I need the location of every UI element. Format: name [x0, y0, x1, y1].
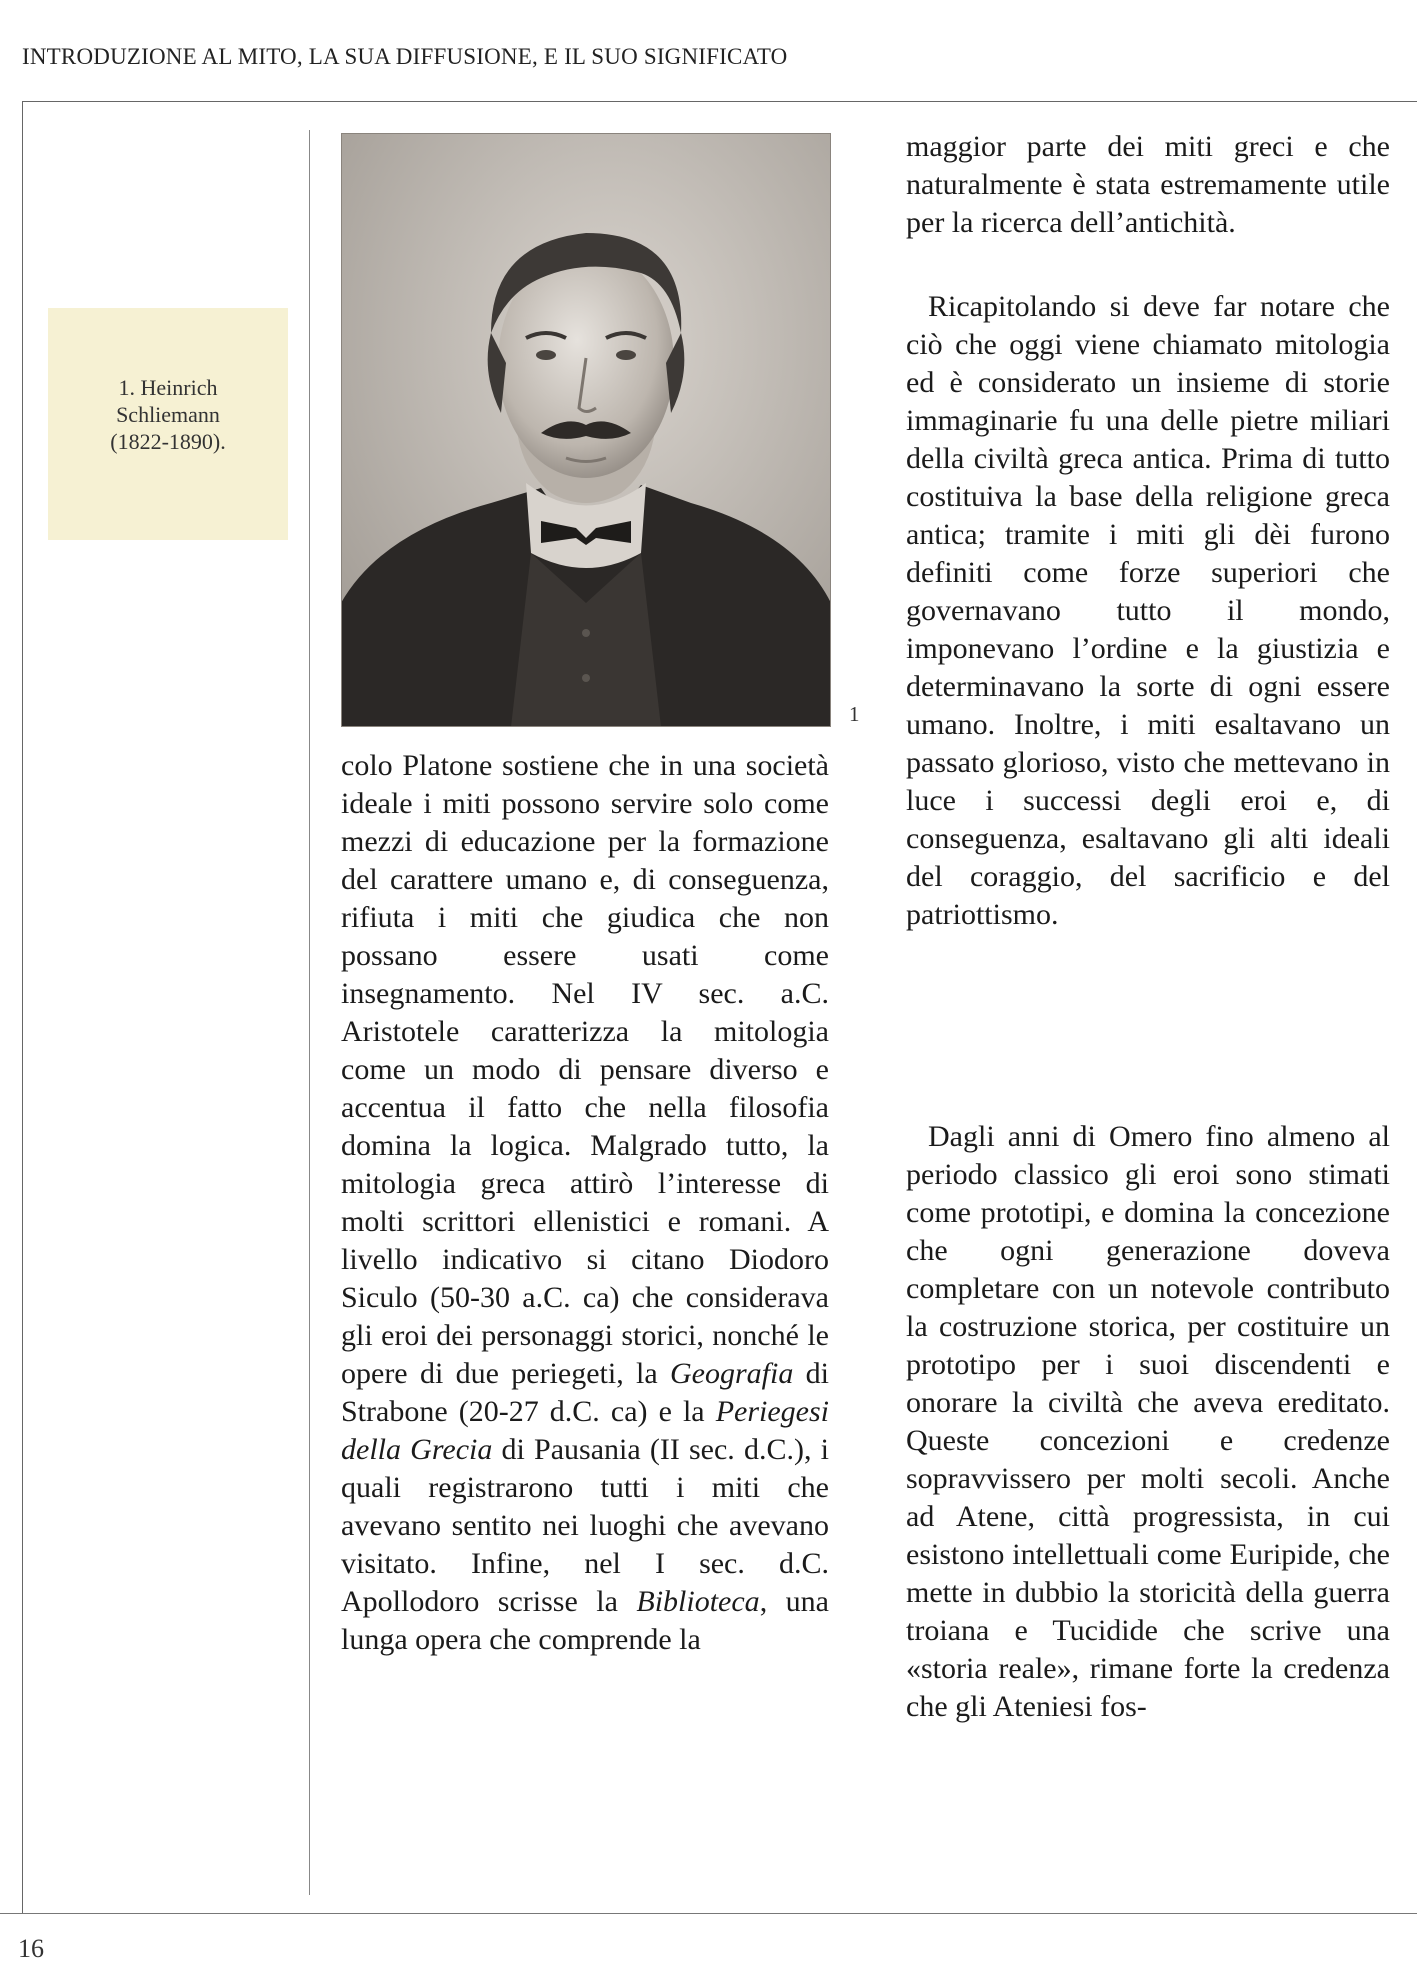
title-periegesi: Periegesi della Grecia — [341, 1395, 829, 1466]
column-rule — [309, 130, 310, 1895]
right-column-paragraph-1: maggior parte dei miti greci e che naturalmente è stata estremamente utile per la ricerca dell’antichità. — [906, 130, 1390, 239]
text-segment: , una lunga opera che comprende la — [341, 1585, 829, 1656]
frame-top-rule — [22, 101, 1417, 102]
text-segment: colo Platone sostiene che in una società ideale i miti possono servire solo come mezzi di educazione per la formazione del carattere umano e, di conseguenza, rifiuta i miti che giudica che non possano essere usati come insegnamento. Nel IV sec. a.C. Aristotele caratterizza la mitologia come un modo di pensare diverso e accentua il fatto che nella filosofia domina la logica. Malgrado tutto, la mitologia greca attirò l’interesse di molti scrittori ellenistici e romani. A livello indicativo si citano Diodoro Siculo (50-30 a.C. ca) che considerava gli eroi dei personaggi storici, nonché le opere di due periegeti, la — [341, 749, 829, 1390]
title-geografia: Geografia — [670, 1357, 794, 1390]
figure-number: 1 — [849, 702, 860, 726]
caption-line-3: (1822-1890). — [110, 429, 226, 454]
page-number: 16 — [18, 1934, 44, 1963]
caption-line-1: 1. Heinrich — [118, 375, 218, 400]
figure-caption-box — [48, 308, 288, 540]
text-segment: di Strabone (20-27 d.C. ca) e la — [341, 1357, 829, 1428]
portrait-illustration — [341, 133, 831, 727]
right-column-paragraph-2: Ricapitolando si deve far notare che ciò che oggi viene chiamato mitologia ed è considerato un insieme di storie immaginarie fu una delle pietre miliari della civiltà greca antica. Prima di tutto costituiva la base della religione greca antica; tramite i miti gli dèi furono definiti come forze superiori che governavano tutto il mondo, imponevano l’ordine e la giustizia e determinavano la sorte di ogni essere umano. Inoltre, i miti esaltavano un passato glorioso, visto che mettevano in luce i successi degli eroi e, di conseguenza, esaltavano gli alti ideali del coraggio, del sacrificio e del patriottismo. — [906, 290, 1390, 931]
title-biblioteca: Biblioteca — [636, 1585, 760, 1618]
text-segment: di Pausania (II sec. d.C.), i quali registrarono tutti i miti che avevano sentito nei luoghi che avevano visitato. Infine, nel I sec. d.C. Apollodoro scrisse la — [341, 1433, 829, 1618]
running-head: INTRODUZIONE AL MITO, LA SUA DIFFUSIONE, E IL SUO SIGNIFICATO — [22, 44, 788, 69]
portrait-photo — [341, 133, 831, 727]
right-column-paragraph-3: Dagli anni di Omero fino almeno al periodo classico gli eroi sono stimati come prototipi, e domina la concezione che ogni generazione doveva completare con un notevole contributo la costruzione storica, per costituire un prototipo per i suoi discendenti e onorare la civiltà che aveva ereditato. Queste concezioni e credenze sopravvissero per molti secoli. Anche ad Atene, città progressista, in cui esistono intellettuali come Euripide, che mette in dubbio la storicità della guerra troiana e Tucidide che scrive una «storia reale», rimane forte la credenza che gli Ateniesi fos- — [906, 1120, 1390, 1723]
frame-left-rule — [22, 101, 23, 1913]
middle-column-text — [341, 747, 829, 1659]
frame-bottom-rule — [0, 1913, 1417, 1914]
caption-line-2: Schliemann — [116, 402, 220, 427]
figure-caption — [48, 374, 288, 455]
